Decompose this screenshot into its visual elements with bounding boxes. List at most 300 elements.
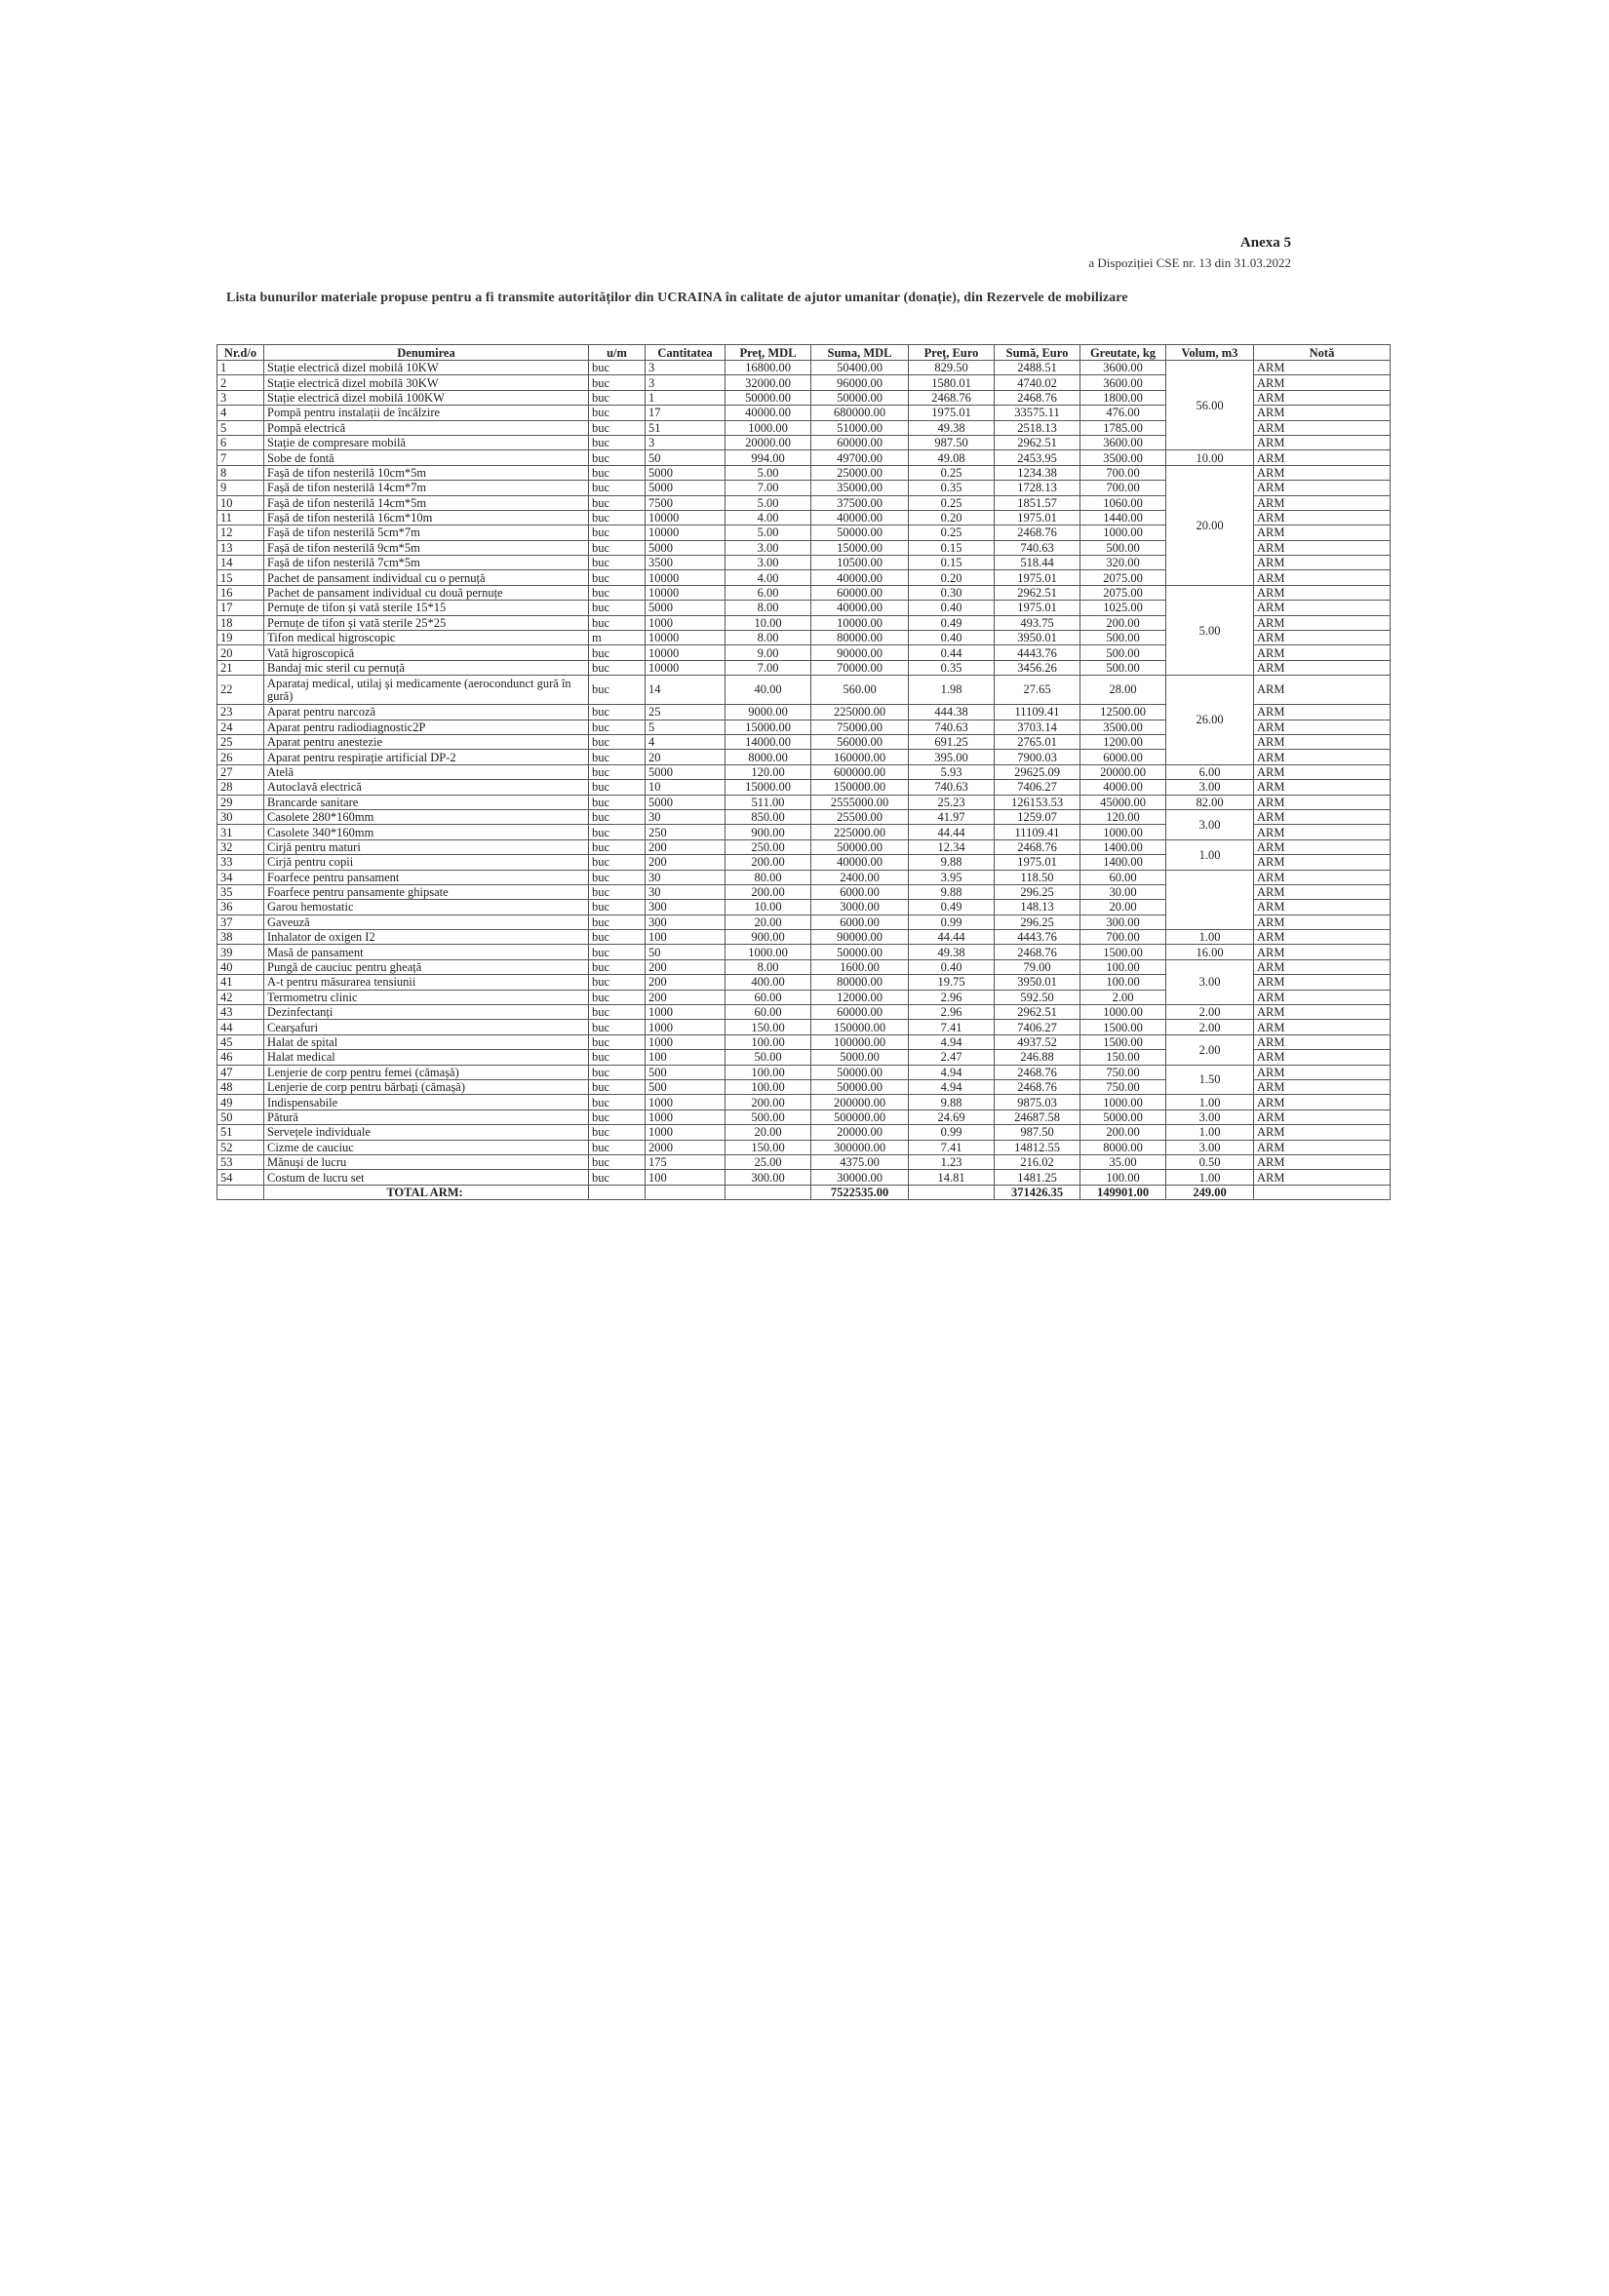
sum-euro: 1975.01 xyxy=(995,601,1080,615)
sum-mdl: 3000.00 xyxy=(811,900,909,915)
note: ARM xyxy=(1254,435,1391,449)
price-euro: 12.34 xyxy=(909,839,995,854)
item-name: Halat de spital xyxy=(264,1034,589,1049)
row-number: 24 xyxy=(217,720,264,734)
quantity: 10000 xyxy=(646,660,726,675)
price-euro: 691.25 xyxy=(909,734,995,749)
unit: buc xyxy=(589,510,646,525)
unit: buc xyxy=(589,361,646,375)
table-row xyxy=(217,450,1391,465)
weight-kg: 120.00 xyxy=(1080,809,1166,824)
row-number: 52 xyxy=(217,1140,264,1154)
weight-kg: 20000.00 xyxy=(1080,764,1166,779)
sum-euro: 2468.76 xyxy=(995,1065,1080,1079)
weight-kg: 6000.00 xyxy=(1080,750,1166,764)
volume-m3: 6.00 xyxy=(1166,764,1254,779)
sum-euro: 246.88 xyxy=(995,1050,1080,1065)
price-euro: 14.81 xyxy=(909,1170,995,1185)
row-number: 27 xyxy=(217,764,264,779)
note: ARM xyxy=(1254,1005,1391,1020)
unit: buc xyxy=(589,645,646,660)
unit: buc xyxy=(589,1140,646,1154)
row-number: 38 xyxy=(217,930,264,945)
note: ARM xyxy=(1254,540,1391,555)
column-header: Cantitatea xyxy=(646,345,726,361)
item-name: Fașă de tifon nesterilă 14cm*5m xyxy=(264,495,589,510)
price-euro: 4.94 xyxy=(909,1034,995,1049)
sum-euro: 2518.13 xyxy=(995,420,1080,435)
volume-m3: 2.00 xyxy=(1166,1034,1254,1065)
price-euro: 1975.01 xyxy=(909,406,995,420)
note: ARM xyxy=(1254,585,1391,600)
sum-euro: 1851.57 xyxy=(995,495,1080,510)
quantity: 3 xyxy=(646,435,726,449)
note: ARM xyxy=(1254,884,1391,899)
note: ARM xyxy=(1254,1095,1391,1109)
item-name: Inhalator de oxigen I2 xyxy=(264,930,589,945)
annex-number: Anexa 5 xyxy=(1239,235,1291,251)
weight-kg: 300.00 xyxy=(1080,915,1166,929)
column-header: Greutate, kg xyxy=(1080,345,1166,361)
table-row xyxy=(217,585,1391,600)
quantity: 10000 xyxy=(646,570,726,585)
unit: buc xyxy=(589,435,646,449)
quantity: 1000 xyxy=(646,615,726,630)
unit: buc xyxy=(589,495,646,510)
weight-kg: 2075.00 xyxy=(1080,585,1166,600)
price-euro: 0.35 xyxy=(909,660,995,675)
total-sum-euro: 371426.35 xyxy=(995,1185,1080,1199)
note: ARM xyxy=(1254,1050,1391,1065)
quantity: 25 xyxy=(646,705,726,720)
total-row xyxy=(217,1185,1391,1199)
unit: buc xyxy=(589,1079,646,1094)
weight-kg: 8000.00 xyxy=(1080,1140,1166,1154)
price-mdl: 5.00 xyxy=(726,525,811,540)
sum-mdl: 70000.00 xyxy=(811,660,909,675)
sum-mdl: 96000.00 xyxy=(811,375,909,390)
note: ARM xyxy=(1254,1140,1391,1154)
sum-euro: 33575.11 xyxy=(995,406,1080,420)
sum-euro: 3703.14 xyxy=(995,720,1080,734)
sum-euro: 493.75 xyxy=(995,615,1080,630)
row-number: 22 xyxy=(217,676,264,705)
unit: buc xyxy=(589,1109,646,1124)
volume-m3: 5.00 xyxy=(1166,585,1254,675)
column-header: u/m xyxy=(589,345,646,361)
weight-kg: 150.00 xyxy=(1080,1050,1166,1065)
price-euro: 0.20 xyxy=(909,570,995,585)
item-name: Pompă electrică xyxy=(264,420,589,435)
unit: buc xyxy=(589,570,646,585)
weight-kg: 1785.00 xyxy=(1080,420,1166,435)
weight-kg: 1500.00 xyxy=(1080,945,1166,959)
table-row xyxy=(217,870,1391,884)
sum-euro: 4443.76 xyxy=(995,645,1080,660)
row-number: 25 xyxy=(217,734,264,749)
sum-mdl: 50000.00 xyxy=(811,1065,909,1079)
price-euro: 44.44 xyxy=(909,825,995,839)
note: ARM xyxy=(1254,1170,1391,1185)
sum-euro: 4740.02 xyxy=(995,375,1080,390)
row-number: 46 xyxy=(217,1050,264,1065)
table-row xyxy=(217,465,1391,480)
row-number: 49 xyxy=(217,1095,264,1109)
quantity: 200 xyxy=(646,975,726,990)
note: ARM xyxy=(1254,839,1391,854)
weight-kg: 3500.00 xyxy=(1080,720,1166,734)
table-row xyxy=(217,945,1391,959)
unit: buc xyxy=(589,870,646,884)
price-euro: 1.98 xyxy=(909,676,995,705)
price-mdl: 400.00 xyxy=(726,975,811,990)
volume-m3: 2.00 xyxy=(1166,1005,1254,1020)
price-euro: 19.75 xyxy=(909,975,995,990)
row-number: 4 xyxy=(217,406,264,420)
item-name: Atelă xyxy=(264,764,589,779)
quantity: 50 xyxy=(646,945,726,959)
sum-euro: 1975.01 xyxy=(995,510,1080,525)
row-number: 17 xyxy=(217,601,264,615)
price-euro: 2.96 xyxy=(909,990,995,1004)
item-name: Bandaj mic steril cu pernuță xyxy=(264,660,589,675)
sum-euro: 2962.51 xyxy=(995,435,1080,449)
sum-euro: 7406.27 xyxy=(995,1020,1080,1034)
note: ARM xyxy=(1254,870,1391,884)
sum-euro: 592.50 xyxy=(995,990,1080,1004)
price-mdl: 3.00 xyxy=(726,540,811,555)
item-name: A-t pentru măsurarea tensiunii xyxy=(264,975,589,990)
quantity: 100 xyxy=(646,930,726,945)
item-name: Servețele individuale xyxy=(264,1125,589,1140)
sum-mdl: 40000.00 xyxy=(811,601,909,615)
item-name: Costum de lucru set xyxy=(264,1170,589,1185)
sum-euro: 7406.27 xyxy=(995,780,1080,795)
price-euro: 7.41 xyxy=(909,1140,995,1154)
quantity: 200 xyxy=(646,959,726,974)
quantity: 300 xyxy=(646,915,726,929)
price-euro: 0.40 xyxy=(909,959,995,974)
row-number: 10 xyxy=(217,495,264,510)
sum-mdl: 680000.00 xyxy=(811,406,909,420)
quantity: 3500 xyxy=(646,556,726,570)
unit: buc xyxy=(589,1005,646,1020)
price-mdl: 200.00 xyxy=(726,1095,811,1109)
price-euro: 25.23 xyxy=(909,795,995,809)
sum-mdl: 600000.00 xyxy=(811,764,909,779)
weight-kg: 1400.00 xyxy=(1080,839,1166,854)
row-number: 31 xyxy=(217,825,264,839)
item-name: Masă de pansament xyxy=(264,945,589,959)
sum-mdl: 560.00 xyxy=(811,676,909,705)
quantity: 500 xyxy=(646,1079,726,1094)
volume-m3: 56.00 xyxy=(1166,361,1254,450)
row-number: 28 xyxy=(217,780,264,795)
sum-mdl: 50000.00 xyxy=(811,390,909,405)
quantity: 1000 xyxy=(646,1020,726,1034)
sum-euro: 2468.76 xyxy=(995,1079,1080,1094)
price-mdl: 200.00 xyxy=(726,884,811,899)
unit: buc xyxy=(589,525,646,540)
total-weight: 149901.00 xyxy=(1080,1185,1166,1199)
unit: buc xyxy=(589,839,646,854)
weight-kg: 500.00 xyxy=(1080,660,1166,675)
sum-mdl: 50000.00 xyxy=(811,525,909,540)
note: ARM xyxy=(1254,481,1391,495)
sum-euro: 1975.01 xyxy=(995,855,1080,870)
unit: buc xyxy=(589,1065,646,1079)
column-header: Notă xyxy=(1254,345,1391,361)
unit: buc xyxy=(589,884,646,899)
note: ARM xyxy=(1254,465,1391,480)
sum-mdl: 40000.00 xyxy=(811,570,909,585)
weight-kg: 500.00 xyxy=(1080,540,1166,555)
price-euro: 0.40 xyxy=(909,631,995,645)
price-mdl: 60.00 xyxy=(726,1005,811,1020)
weight-kg: 1400.00 xyxy=(1080,855,1166,870)
price-euro: 0.99 xyxy=(909,1125,995,1140)
quantity: 500 xyxy=(646,1065,726,1079)
price-euro: 395.00 xyxy=(909,750,995,764)
weight-kg: 1440.00 xyxy=(1080,510,1166,525)
unit: buc xyxy=(589,855,646,870)
row-number: 9 xyxy=(217,481,264,495)
table-row xyxy=(217,780,1391,795)
unit: buc xyxy=(589,945,646,959)
goods-table xyxy=(216,344,1391,1200)
unit: buc xyxy=(589,1125,646,1140)
item-name: Pachet de pansament individual cu o pernuță xyxy=(264,570,589,585)
sum-euro: 1234.38 xyxy=(995,465,1080,480)
weight-kg: 200.00 xyxy=(1080,615,1166,630)
row-number: 39 xyxy=(217,945,264,959)
weight-kg: 20.00 xyxy=(1080,900,1166,915)
sum-mdl: 150000.00 xyxy=(811,780,909,795)
price-mdl: 5.00 xyxy=(726,465,811,480)
price-mdl: 900.00 xyxy=(726,825,811,839)
item-name: Foarfece pentru pansamente ghipsate xyxy=(264,884,589,899)
weight-kg: 100.00 xyxy=(1080,975,1166,990)
sum-mdl: 25500.00 xyxy=(811,809,909,824)
price-mdl: 994.00 xyxy=(726,450,811,465)
sum-mdl: 225000.00 xyxy=(811,705,909,720)
total-empty-cell xyxy=(646,1185,726,1199)
sum-euro: 7900.03 xyxy=(995,750,1080,764)
price-euro: 24.69 xyxy=(909,1109,995,1124)
row-number: 53 xyxy=(217,1154,264,1169)
sum-mdl: 40000.00 xyxy=(811,510,909,525)
unit: buc xyxy=(589,900,646,915)
note: ARM xyxy=(1254,556,1391,570)
row-number: 34 xyxy=(217,870,264,884)
price-euro: 3.95 xyxy=(909,870,995,884)
price-euro: 7.41 xyxy=(909,1020,995,1034)
volume-m3: 3.00 xyxy=(1166,959,1254,1004)
price-mdl: 9000.00 xyxy=(726,705,811,720)
row-number: 40 xyxy=(217,959,264,974)
total-empty-cell xyxy=(726,1185,811,1199)
column-header: Preț, Euro xyxy=(909,345,995,361)
sum-mdl: 50000.00 xyxy=(811,839,909,854)
quantity: 4 xyxy=(646,734,726,749)
sum-mdl: 15000.00 xyxy=(811,540,909,555)
price-mdl: 120.00 xyxy=(726,764,811,779)
volume-m3: 3.00 xyxy=(1166,780,1254,795)
unit: buc xyxy=(589,406,646,420)
note: ARM xyxy=(1254,930,1391,945)
weight-kg: 1000.00 xyxy=(1080,1005,1166,1020)
price-euro: 0.99 xyxy=(909,915,995,929)
item-name: Garou hemostatic xyxy=(264,900,589,915)
quantity: 10000 xyxy=(646,510,726,525)
row-number: 1 xyxy=(217,361,264,375)
table-body xyxy=(217,361,1391,1186)
row-number: 44 xyxy=(217,1020,264,1034)
quantity: 10 xyxy=(646,780,726,795)
sum-mdl: 30000.00 xyxy=(811,1170,909,1185)
item-name: Aparataj medical, utilaj și medicamente (aerocondunct gură în gură) xyxy=(264,676,589,705)
table-row xyxy=(217,361,1391,375)
sum-euro: 4443.76 xyxy=(995,930,1080,945)
table-row xyxy=(217,1125,1391,1140)
price-mdl: 8.00 xyxy=(726,631,811,645)
volume-m3: 3.00 xyxy=(1166,809,1254,839)
item-name: Mănuși de lucru xyxy=(264,1154,589,1169)
sum-mdl: 1600.00 xyxy=(811,959,909,974)
note: ARM xyxy=(1254,420,1391,435)
price-mdl: 8.00 xyxy=(726,959,811,974)
note: ARM xyxy=(1254,855,1391,870)
item-name: Stație electrică dizel mobilă 30KW xyxy=(264,375,589,390)
weight-kg: 700.00 xyxy=(1080,465,1166,480)
sum-euro: 1259.07 xyxy=(995,809,1080,824)
sum-mdl: 60000.00 xyxy=(811,585,909,600)
quantity: 30 xyxy=(646,809,726,824)
weight-kg: 1500.00 xyxy=(1080,1020,1166,1034)
note: ARM xyxy=(1254,570,1391,585)
sum-euro: 29625.09 xyxy=(995,764,1080,779)
weight-kg: 1025.00 xyxy=(1080,601,1166,615)
price-euro: 2.96 xyxy=(909,1005,995,1020)
weight-kg: 100.00 xyxy=(1080,1170,1166,1185)
sum-mdl: 10000.00 xyxy=(811,615,909,630)
price-mdl: 6.00 xyxy=(726,585,811,600)
quantity: 10000 xyxy=(646,525,726,540)
sum-euro: 4937.52 xyxy=(995,1034,1080,1049)
sum-mdl: 200000.00 xyxy=(811,1095,909,1109)
sum-euro: 2488.51 xyxy=(995,361,1080,375)
unit: buc xyxy=(589,1034,646,1049)
unit: buc xyxy=(589,585,646,600)
unit: buc xyxy=(589,540,646,555)
item-name: Gaveuză xyxy=(264,915,589,929)
row-number: 41 xyxy=(217,975,264,990)
item-name: Stație electrică dizel mobilă 100KW xyxy=(264,390,589,405)
note: ARM xyxy=(1254,450,1391,465)
quantity: 1000 xyxy=(646,1005,726,1020)
weight-kg: 100.00 xyxy=(1080,959,1166,974)
sum-euro: 740.63 xyxy=(995,540,1080,555)
price-mdl: 300.00 xyxy=(726,1170,811,1185)
weight-kg: 500.00 xyxy=(1080,645,1166,660)
quantity: 200 xyxy=(646,839,726,854)
row-number: 26 xyxy=(217,750,264,764)
sum-euro: 2765.01 xyxy=(995,734,1080,749)
item-name: Cizme de cauciuc xyxy=(264,1140,589,1154)
quantity: 5 xyxy=(646,720,726,734)
note: ARM xyxy=(1254,406,1391,420)
quantity: 100 xyxy=(646,1050,726,1065)
item-name: Autoclavă electrică xyxy=(264,780,589,795)
weight-kg: 45000.00 xyxy=(1080,795,1166,809)
quantity: 100 xyxy=(646,1170,726,1185)
note: ARM xyxy=(1254,764,1391,779)
weight-kg: 1000.00 xyxy=(1080,525,1166,540)
unit: buc xyxy=(589,930,646,945)
weight-kg: 12500.00 xyxy=(1080,705,1166,720)
sum-mdl: 300000.00 xyxy=(811,1140,909,1154)
price-mdl: 7.00 xyxy=(726,481,811,495)
unit: buc xyxy=(589,1050,646,1065)
price-euro: 987.50 xyxy=(909,435,995,449)
price-mdl: 150.00 xyxy=(726,1140,811,1154)
sum-mdl: 500000.00 xyxy=(811,1109,909,1124)
row-number: 23 xyxy=(217,705,264,720)
price-euro: 9.88 xyxy=(909,884,995,899)
item-name: Pungă de cauciuc pentru gheață xyxy=(264,959,589,974)
price-euro: 740.63 xyxy=(909,720,995,734)
note: ARM xyxy=(1254,510,1391,525)
unit: buc xyxy=(589,809,646,824)
price-euro: 0.30 xyxy=(909,585,995,600)
price-mdl: 8000.00 xyxy=(726,750,811,764)
weight-kg: 2075.00 xyxy=(1080,570,1166,585)
sum-mdl: 225000.00 xyxy=(811,825,909,839)
row-number: 13 xyxy=(217,540,264,555)
volume-m3 xyxy=(1166,870,1254,930)
price-mdl: 60.00 xyxy=(726,990,811,1004)
note: ARM xyxy=(1254,525,1391,540)
quantity: 1000 xyxy=(646,1095,726,1109)
price-mdl: 1000.00 xyxy=(726,945,811,959)
note: ARM xyxy=(1254,945,1391,959)
price-euro: 0.25 xyxy=(909,465,995,480)
table-row xyxy=(217,1034,1391,1049)
quantity: 7500 xyxy=(646,495,726,510)
sum-mdl: 80000.00 xyxy=(811,631,909,645)
sum-euro: 296.25 xyxy=(995,915,1080,929)
unit: buc xyxy=(589,975,646,990)
item-name: Pachet de pansament individual cu două pernuțe xyxy=(264,585,589,600)
table-row xyxy=(217,1005,1391,1020)
note: ARM xyxy=(1254,720,1391,734)
column-header: Sumă, Euro xyxy=(995,345,1080,361)
price-mdl: 4.00 xyxy=(726,510,811,525)
price-mdl: 200.00 xyxy=(726,855,811,870)
row-number: 11 xyxy=(217,510,264,525)
note: ARM xyxy=(1254,1065,1391,1079)
note: ARM xyxy=(1254,390,1391,405)
volume-m3: 1.00 xyxy=(1166,930,1254,945)
unit: buc xyxy=(589,780,646,795)
row-number: 16 xyxy=(217,585,264,600)
price-mdl: 10.00 xyxy=(726,900,811,915)
volume-m3: 82.00 xyxy=(1166,795,1254,809)
quantity: 300 xyxy=(646,900,726,915)
weight-kg: 1060.00 xyxy=(1080,495,1166,510)
item-name: Fașă de tifon nesterilă 9cm*5m xyxy=(264,540,589,555)
note: ARM xyxy=(1254,975,1391,990)
